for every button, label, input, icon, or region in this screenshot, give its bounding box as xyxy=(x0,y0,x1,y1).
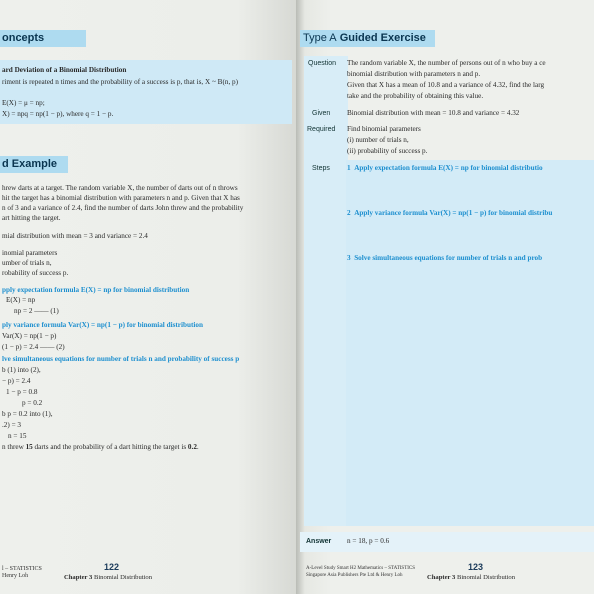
question-line: Given that X has a mean of 10.8 and a variance of 4.32, find the larg xyxy=(347,81,545,89)
footer-author: Henry Loh xyxy=(2,573,29,579)
step-line: − p) = 2.4 xyxy=(2,377,31,385)
answer-row xyxy=(300,532,594,552)
exercise-title: Guided Exercise xyxy=(339,32,426,44)
conclusion: n threw 15 darts and the probability of a dart hitting the target is 0.2. xyxy=(2,443,199,451)
given-label: Given xyxy=(312,110,331,117)
right-page xyxy=(296,0,594,594)
example-title: d Example xyxy=(2,158,58,170)
step-heading: ply variance formula Var(X) = np(1 − p) for binomial distribution xyxy=(2,321,203,329)
step-heading: lve simultaneous equations for number of trials n and probability of success p xyxy=(2,355,240,363)
exercise-type: Type A xyxy=(303,32,337,44)
footer-series: A-Level Study Smart H2 Mathematics – STATISTICS xyxy=(306,566,416,571)
answer-text: n = 18, p = 0.6 xyxy=(347,537,390,545)
question-line: n of 3 and a variance of 2.4, find the number of darts John threw and the probability xyxy=(2,204,244,212)
required-label: Required xyxy=(307,126,336,133)
step-line: E(X) = np xyxy=(6,296,36,304)
step-line: .2) = 3 xyxy=(2,421,22,429)
question-label: Question xyxy=(308,60,337,67)
step-line: b (1) into (2), xyxy=(2,366,41,374)
chapter-footer: Chapter 3 Binomial Distribution xyxy=(427,574,515,581)
step-heading: 1 Apply expectation formula E(X) = np for binomial distributio xyxy=(347,164,543,172)
answer-p: 0.2 xyxy=(187,443,197,451)
given-line: mial distribution with mean = 3 and variance = 2.4 xyxy=(2,232,148,240)
exercise-title-bar xyxy=(300,30,435,47)
question-line: The random variable X, the number of persons out of n who buy a ce xyxy=(347,59,546,67)
page-number: 122 xyxy=(104,562,120,572)
concepts-title-bar xyxy=(0,30,86,47)
question-line: art hitting the target. xyxy=(2,214,61,222)
footer-series: l – STATISTICS xyxy=(2,566,42,572)
step-line: n = 15 xyxy=(8,432,27,440)
answer-label: Answer xyxy=(306,538,332,545)
required-line: umber of trials n, xyxy=(2,259,52,267)
concept-line: X) = npq = np(1 − p), where q = 1 − p. xyxy=(2,110,114,118)
step-line: b p = 0.2 into (1), xyxy=(2,410,53,418)
concept-heading: ard Deviation of a Binomial Distribution xyxy=(2,66,127,74)
step-line: 1 − p = 0.8 xyxy=(6,388,38,396)
example-title-bar xyxy=(0,156,68,173)
concept-line: riment is repeated n times and the probability of a success is p, that is, X ~ B(n, p) xyxy=(2,78,239,86)
question-line: binomial distribution with parameters n and p. xyxy=(347,70,481,78)
given-text: Binomial distribution with mean = 10.8 and variance = 4.32 xyxy=(347,109,520,117)
required-line: Find binomial parameters xyxy=(347,125,421,133)
steps-label: Steps xyxy=(312,165,330,172)
step-heading: 3 Solve simultaneous equations for number of trials n and prob xyxy=(347,254,543,262)
chapter-footer: Chapter 3 Binomial Distribution xyxy=(64,574,152,581)
step-line: np = 2 —— (1) xyxy=(14,307,59,315)
step-line: (1 − p) = 2.4 —— (2) xyxy=(2,343,65,351)
required-line: (i) number of trials n, xyxy=(347,136,409,144)
concepts-title: oncepts xyxy=(2,32,45,44)
required-line: (ii) probability of success p. xyxy=(347,147,428,155)
question-line: hit the target has a binomial distribution with parameters n and p. Given that X has xyxy=(2,194,240,202)
required-line: robability of success p. xyxy=(2,269,69,277)
step-line: Var(X) = np(1 − p) xyxy=(2,332,57,340)
footer-publisher: Singapore Asia Publishers Pte Ltd & Henry Loh xyxy=(306,573,403,578)
required-line: inomial parameters xyxy=(2,249,58,257)
question-line: take and the probability of obtaining this value. xyxy=(347,92,484,100)
answer-n: 15 xyxy=(25,443,33,451)
concept-line: E(X) = μ = np; xyxy=(2,99,45,107)
left-page xyxy=(0,0,296,594)
step-heading: 2 Apply variance formula Var(X) = np(1 − p) for binomial distribu xyxy=(347,209,553,217)
step-line: p = 0.2 xyxy=(22,399,43,407)
step-heading: pply expectation formula E(X) = np for binomial distribution xyxy=(2,286,190,294)
question-line: hrew darts at a target. The random variable X, the number of darts out of n throws xyxy=(2,184,238,192)
page-number: 123 xyxy=(468,562,484,572)
